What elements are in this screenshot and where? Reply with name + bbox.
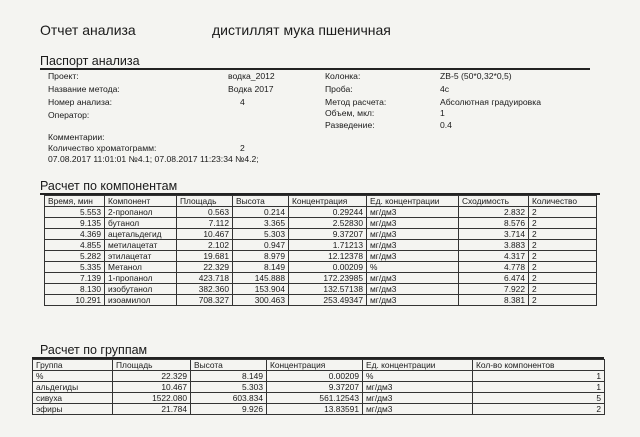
table-row (45, 207, 597, 218)
table-cell: 1.71213 (289, 240, 367, 251)
col-header: Ед. концентрации (363, 360, 473, 371)
table-row (45, 295, 597, 306)
table-cell: 2 (529, 295, 597, 306)
table-cell: 1522.080 (113, 393, 191, 404)
table-row (45, 251, 597, 262)
passport-value-sample: 4с (440, 84, 450, 94)
table-cell: эфиры (33, 404, 113, 415)
table-cell: 708.327 (177, 295, 233, 306)
sample-name: дистиллят мука пшеничная (212, 22, 391, 38)
table-cell: 19.681 (177, 251, 233, 262)
table-cell: бутанол (105, 218, 177, 229)
col-header: Компонент (105, 196, 177, 207)
table-cell: 10.467 (113, 382, 191, 393)
table-cell: 1-пропанол (105, 273, 177, 284)
table-cell: мг/дм3 (363, 382, 473, 393)
table-cell: 2 (529, 207, 597, 218)
table-cell: 2 (529, 218, 597, 229)
table-cell: мг/дм3 (367, 218, 459, 229)
passport-label-operator: Оператор: (48, 110, 90, 120)
table-cell: 22.329 (113, 371, 191, 382)
passport-divider (40, 68, 590, 70)
components-table (44, 195, 597, 306)
comments-label: Комментарии: (48, 132, 105, 142)
table-cell: 0.947 (233, 240, 289, 251)
components-heading: Расчет по компонентам (40, 179, 178, 193)
table-cell: % (367, 262, 459, 273)
table-cell: мг/дм3 (367, 240, 459, 251)
table-cell: изоамилол (105, 295, 177, 306)
passport-value-calc: Абсолютная градуировка (440, 97, 541, 107)
table-cell: 2 (529, 273, 597, 284)
passport-value-column: ZB-5 (50*0,32*0,5) (440, 71, 512, 81)
table-cell: мг/дм3 (367, 207, 459, 218)
table-cell: 8.576 (459, 218, 529, 229)
passport-value-method: Водка 2017 (228, 84, 274, 94)
col-header: Сходимость (459, 196, 529, 207)
col-header: Высота (191, 360, 267, 371)
table-cell: 2 (473, 404, 605, 415)
groups-header-row (33, 360, 605, 371)
table-cell: мг/дм3 (367, 229, 459, 240)
table-cell: 2.52830 (289, 218, 367, 229)
table-cell: 253.49347 (289, 295, 367, 306)
col-header: Концентрация (289, 196, 367, 207)
table-cell: альдегиды (33, 382, 113, 393)
table-row (45, 218, 597, 229)
col-header: Ед. концентрации (367, 196, 459, 207)
table-cell: 8.149 (191, 371, 267, 382)
passport-heading: Паспорт анализа (40, 54, 140, 68)
col-header: Время, мин (45, 196, 105, 207)
components-header-row (45, 196, 597, 207)
table-row (45, 262, 597, 273)
passport-label-number: Номер анализа: (48, 97, 113, 107)
table-cell: 4.317 (459, 251, 529, 262)
table-cell: % (363, 371, 473, 382)
table-row (33, 371, 605, 382)
passport-label-volume: Объем, мкл: (325, 108, 375, 118)
chrom-list: 07.08.2017 11:01:01 №4.1; 07.08.2017 11:23:34 №4.2; (48, 154, 259, 164)
col-header: Концентрация (267, 360, 363, 371)
table-cell: 9.37207 (267, 382, 363, 393)
table-cell: 3.714 (459, 229, 529, 240)
chrom-count-value: 2 (240, 143, 245, 153)
table-cell: мг/дм3 (363, 393, 473, 404)
table-cell: 603.834 (191, 393, 267, 404)
passport-value-number: 4 (240, 97, 245, 107)
table-cell: Метанол (105, 262, 177, 273)
groups-table (32, 359, 605, 415)
table-cell: 5.335 (45, 262, 105, 273)
passport-label-sample: Проба: (325, 84, 353, 94)
chrom-count-label: Количество хроматограмм: (48, 143, 157, 153)
passport-value-project: водка_2012 (228, 71, 275, 81)
col-header: Площадь (177, 196, 233, 207)
table-cell: 7.139 (45, 273, 105, 284)
table-cell: 4.369 (45, 229, 105, 240)
table-cell: 145.888 (233, 273, 289, 284)
table-cell: 300.463 (233, 295, 289, 306)
table-cell: 13.83591 (267, 404, 363, 415)
table-cell: 10.467 (177, 229, 233, 240)
table-cell: 5 (473, 393, 605, 404)
table-cell: 2.832 (459, 207, 529, 218)
table-row (33, 393, 605, 404)
table-cell: 0.00209 (289, 262, 367, 273)
col-header: Площадь (113, 360, 191, 371)
table-cell: мг/дм3 (367, 295, 459, 306)
table-cell: ацетальдегид (105, 229, 177, 240)
passport-label-calc: Метод расчета: (325, 97, 387, 107)
table-cell: 2-пропанол (105, 207, 177, 218)
passport-label-column: Колонка: (325, 71, 361, 81)
table-cell: 8.149 (233, 262, 289, 273)
table-cell: 561.12543 (267, 393, 363, 404)
table-cell: 2 (529, 262, 597, 273)
table-cell: этилацетат (105, 251, 177, 262)
table-cell: мг/дм3 (367, 251, 459, 262)
table-cell: 2.102 (177, 240, 233, 251)
groups-heading: Расчет по группам (40, 343, 148, 357)
col-header: Кол-во компонентов (473, 360, 605, 371)
table-cell: 5.282 (45, 251, 105, 262)
table-cell: 172.23985 (289, 273, 367, 284)
table-cell: 0.00209 (267, 371, 363, 382)
table-cell: 4.855 (45, 240, 105, 251)
passport-value-dilution: 0.4 (440, 120, 452, 130)
table-cell: 8.130 (45, 284, 105, 295)
table-cell: 2 (529, 240, 597, 251)
passport-label-project: Проект: (48, 71, 79, 81)
table-cell: 1 (473, 371, 605, 382)
table-cell: 0.29244 (289, 207, 367, 218)
table-cell: 3.883 (459, 240, 529, 251)
table-row (45, 240, 597, 251)
table-cell: 9.135 (45, 218, 105, 229)
table-cell: 382.360 (177, 284, 233, 295)
passport-value-volume: 1 (440, 108, 445, 118)
table-cell: сивуха (33, 393, 113, 404)
table-cell: 3.365 (233, 218, 289, 229)
passport-label-method: Название метода: (48, 84, 120, 94)
table-cell: 5.303 (233, 229, 289, 240)
table-cell: 2 (529, 229, 597, 240)
table-cell: мг/дм3 (367, 284, 459, 295)
table-cell: 8.979 (233, 251, 289, 262)
table-cell: метилацетат (105, 240, 177, 251)
table-cell: мг/дм3 (363, 404, 473, 415)
table-cell: 153.904 (233, 284, 289, 295)
table-cell: 22.329 (177, 262, 233, 273)
passport-label-dilution: Разведение: (325, 120, 375, 130)
table-cell: % (33, 371, 113, 382)
table-cell: 8.381 (459, 295, 529, 306)
table-cell: 4.778 (459, 262, 529, 273)
table-cell: 9.37207 (289, 229, 367, 240)
col-header: Количество (529, 196, 597, 207)
table-cell: 10.291 (45, 295, 105, 306)
table-row (33, 404, 605, 415)
table-cell: 21.784 (113, 404, 191, 415)
report-title: Отчет анализа (40, 22, 136, 38)
table-cell: 2 (529, 251, 597, 262)
table-cell: 0.214 (233, 207, 289, 218)
table-cell: 7.922 (459, 284, 529, 295)
table-row (33, 382, 605, 393)
table-cell: 0.563 (177, 207, 233, 218)
table-cell: 7.112 (177, 218, 233, 229)
table-cell: 12.12378 (289, 251, 367, 262)
table-cell: 5.553 (45, 207, 105, 218)
col-header: Группа (33, 360, 113, 371)
table-cell: изобутанол (105, 284, 177, 295)
table-cell: 423.718 (177, 273, 233, 284)
table-cell: 6.474 (459, 273, 529, 284)
table-cell: 1 (473, 382, 605, 393)
table-row (45, 229, 597, 240)
table-row (45, 284, 597, 295)
table-cell: 2 (529, 284, 597, 295)
table-cell: 132.57138 (289, 284, 367, 295)
col-header: Высота (233, 196, 289, 207)
table-cell: 5.303 (191, 382, 267, 393)
table-cell: 9.926 (191, 404, 267, 415)
table-row (45, 273, 597, 284)
table-cell: мг/дм3 (367, 273, 459, 284)
